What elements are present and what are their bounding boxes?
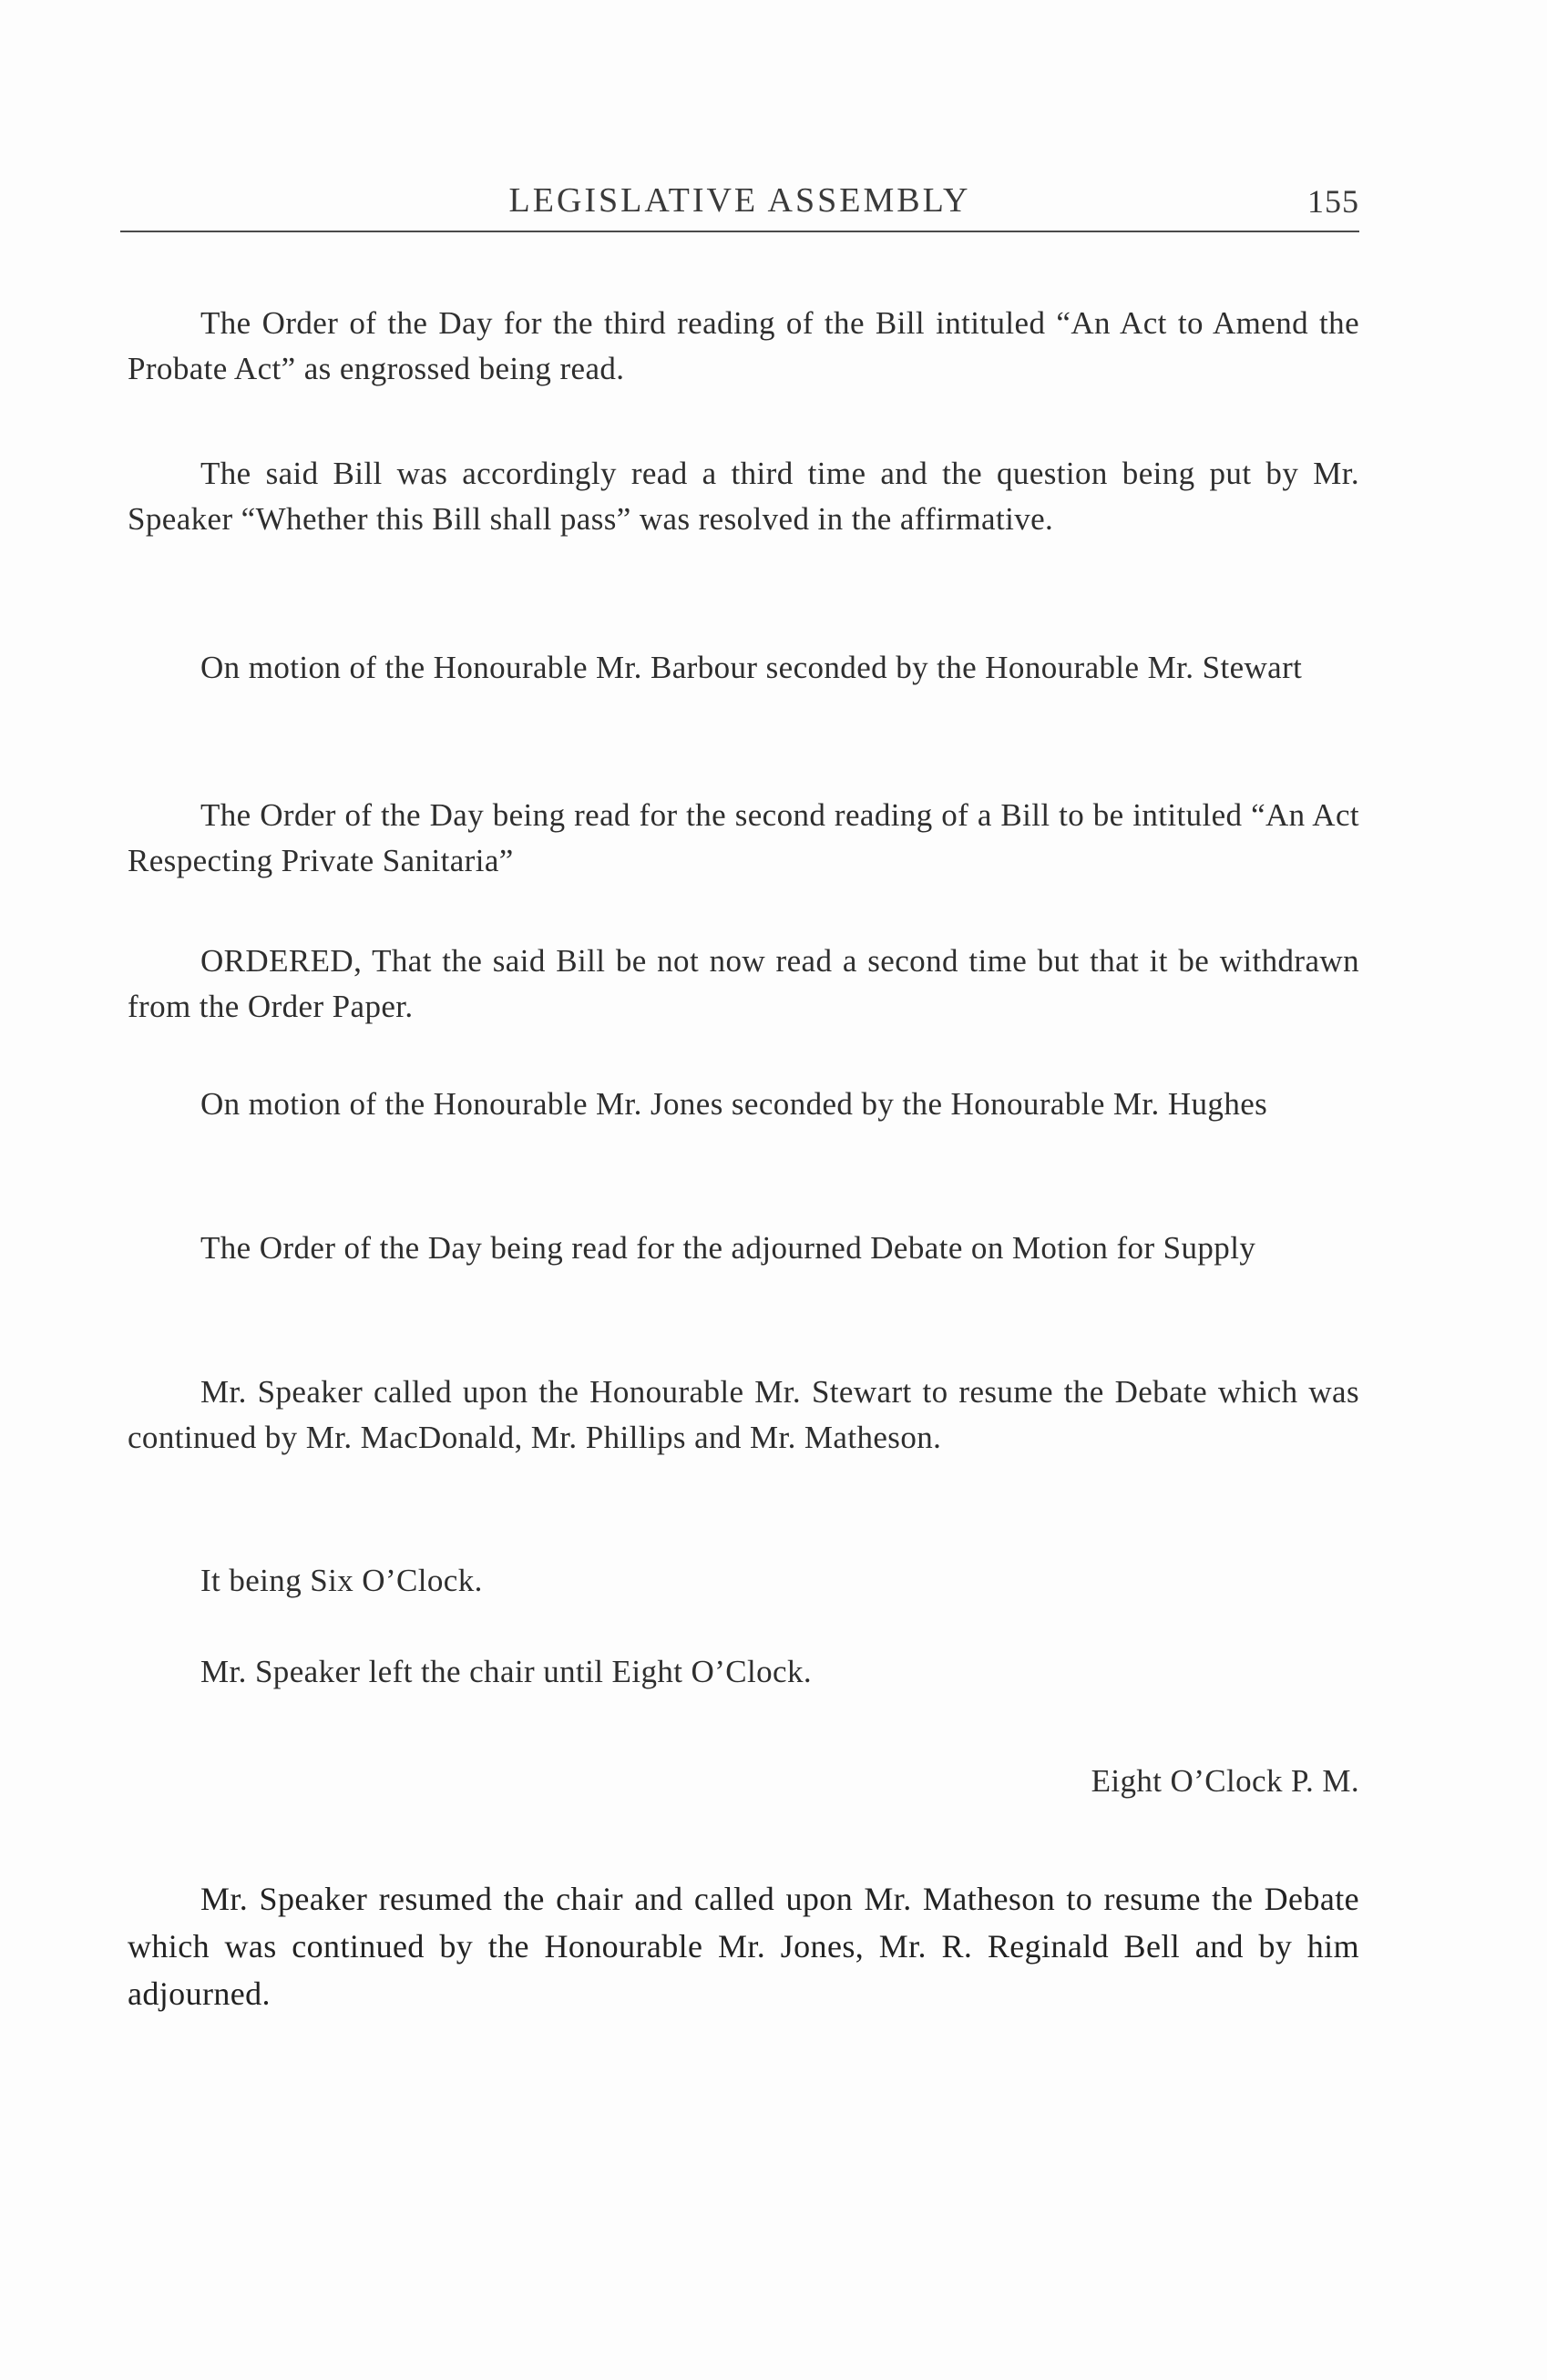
- paragraph-third-reading: The Order of the Day for the third reading of the Bill intituled “An Act to Amend the Probate Act” as engrossed being read.: [128, 305, 1359, 386]
- paragraph-bill-passed: The said Bill was accordingly read a third time and the question being put by Mr. Speaker “Whether this Bill shall pass” was resolved in the affirmative.: [128, 456, 1359, 537]
- paragraph-six-oclock: It being Six O’Clock.: [200, 1563, 483, 1598]
- paragraph-motion-jones: On motion of the Honourable Mr. Jones seconded by the Honourable Mr. Hughes: [200, 1086, 1268, 1122]
- time-heading: Eight O’Clock P. M.: [1091, 1763, 1359, 1799]
- paragraph-adjourned-debate: The Order of the Day being read for the adjourned Debate on Motion for Supply: [200, 1230, 1256, 1266]
- paragraph-motion-barbour: On motion of the Honourable Mr. Barbour seconded by the Honourable Mr. Stewart: [200, 650, 1303, 685]
- paragraph-second-reading: The Order of the Day being read for the second reading of a Bill to be intituled “An Act Respecting Private Sanitaria”: [128, 797, 1359, 878]
- paragraph-speaker-left: Mr. Speaker left the chair until Eight O’Clock.: [200, 1654, 812, 1689]
- paragraph-debate-continued: Mr. Speaker called upon the Honourable Mr. Stewart to resume the Debate which was continued by Mr. MacDonald, Mr. Phillips and Mr. Matheson.: [128, 1374, 1359, 1455]
- paragraph-ordered: ORDERED, That the said Bill be not now read a second time but that it be withdrawn from the Order Paper.: [128, 943, 1359, 1024]
- running-header: [120, 180, 1359, 226]
- paragraph-speaker-resumed: Mr. Speaker resumed the chair and called upon Mr. Matheson to resume the Debate which was continued by the Honourable Mr. Jones, Mr. R. Reginald Bell and by him adjourned.: [128, 1881, 1359, 2012]
- running-title: LEGISLATIVE ASSEMBLY: [508, 181, 971, 220]
- header-rule: [120, 231, 1359, 232]
- page-number: 155: [1307, 183, 1359, 220]
